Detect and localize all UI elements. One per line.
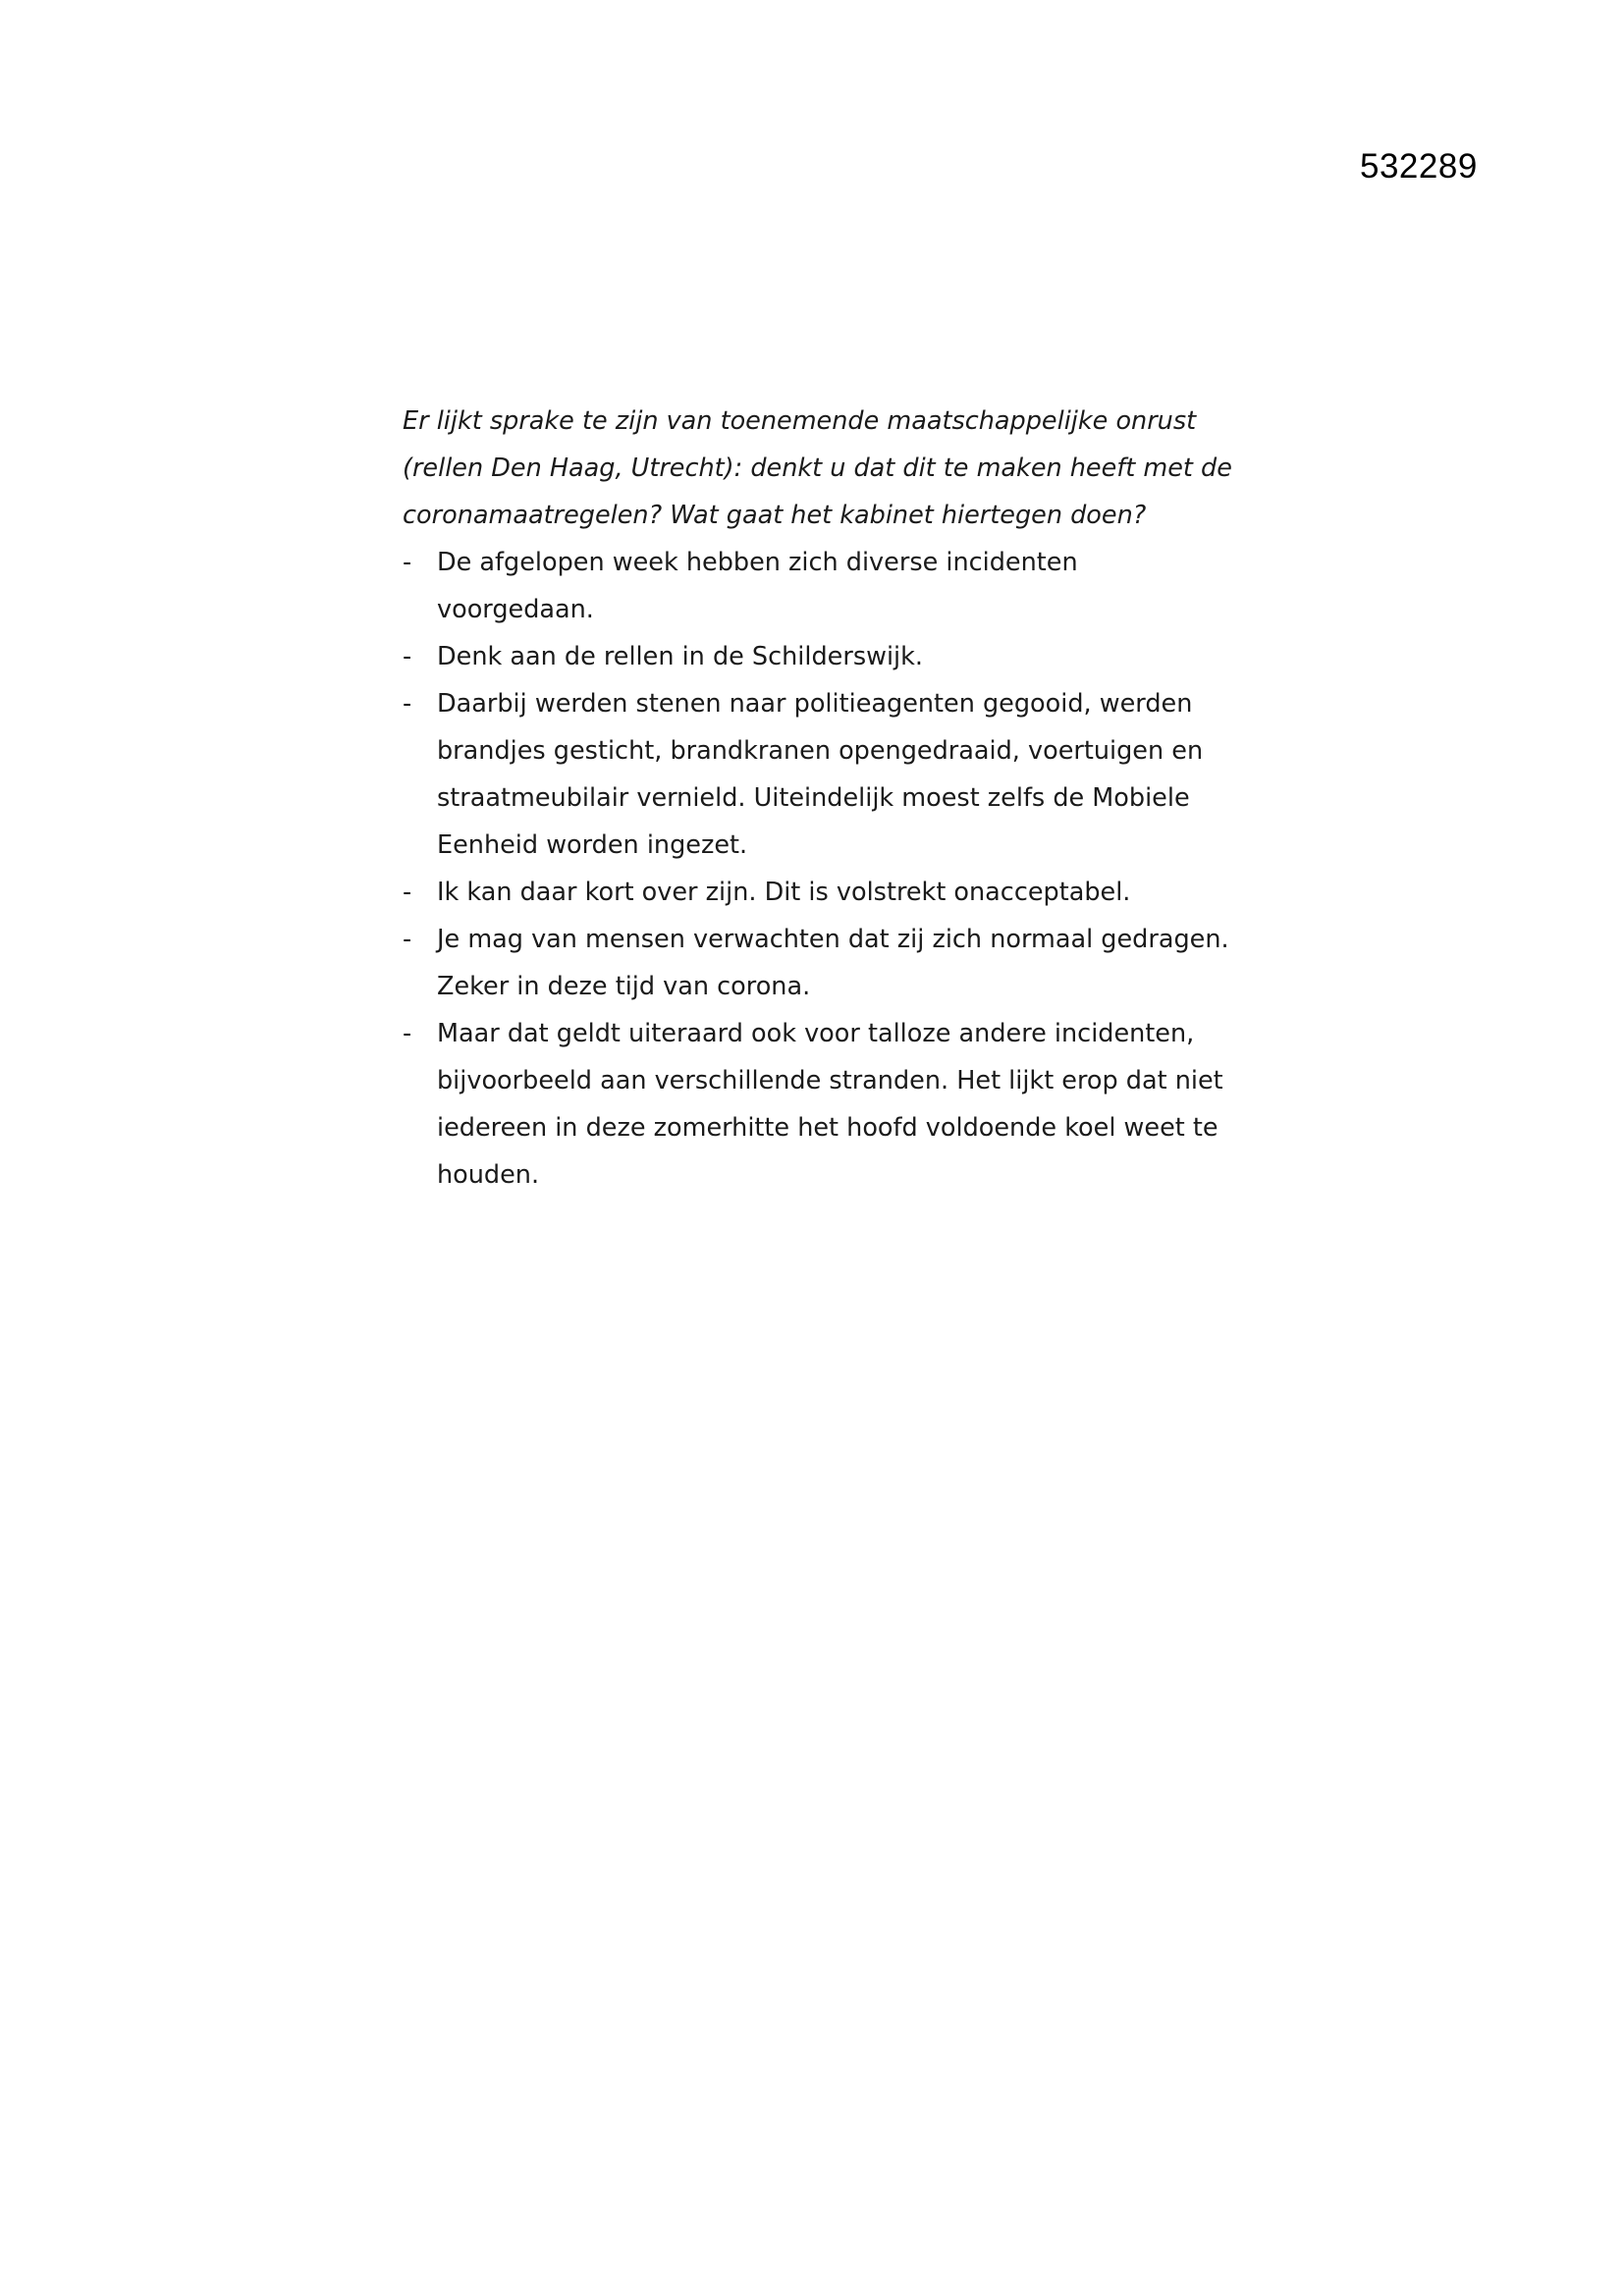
question-text: Er lijkt sprake te zijn van toenemende maatschappelijke onrust (rellen Den Haag, Utrecht): denkt u dat dit te maken heeft met de coronamaatregelen? Wat gaat het kabinet hiertegen doen?: [403, 406, 1232, 530]
list-item: [403, 1010, 1237, 1199]
list-item: [403, 633, 1237, 680]
bullet-text: Denk aan de rellen in de Schilderswijk.: [437, 642, 924, 671]
bullet-dash: -: [403, 925, 412, 954]
bullet-text: De afgelopen week hebben zich diverse incidenten voorgedaan.: [437, 548, 1078, 624]
document-number: 532289: [1360, 147, 1478, 186]
list-item: [403, 916, 1237, 1010]
list-item: [403, 869, 1237, 916]
bullet-text: Maar dat geldt uiteraard ook voor talloze andere incidenten, bijvoorbeeld aan verschillende stranden. Het lijkt erop dat niet iedereen in deze zomerhitte het hoofd voldoende koel weet te houden.: [437, 1019, 1223, 1190]
document-body: [403, 398, 1237, 1199]
list-item: [403, 680, 1237, 869]
bullet-list: [403, 539, 1237, 1199]
bullet-dash: -: [403, 548, 412, 577]
list-item: [403, 539, 1237, 633]
bullet-dash: -: [403, 689, 412, 719]
bullet-text: Daarbij werden stenen naar politieagenten gegooid, werden brandjes gesticht, brandkranen opengedraaid, voertuigen en straatmeubilair vernield. Uiteindelijk moest zelfs de Mobiele Eenheid worden ingezet.: [437, 689, 1204, 860]
bullet-dash: -: [403, 878, 412, 907]
bullet-dash: -: [403, 642, 412, 671]
bullet-dash: -: [403, 1019, 412, 1048]
bullet-text: Je mag van mensen verwachten dat zij zich normaal gedragen. Zeker in deze tijd van corona.: [437, 925, 1229, 1001]
bullet-text: Ik kan daar kort over zijn. Dit is volstrekt onacceptabel.: [437, 878, 1131, 907]
